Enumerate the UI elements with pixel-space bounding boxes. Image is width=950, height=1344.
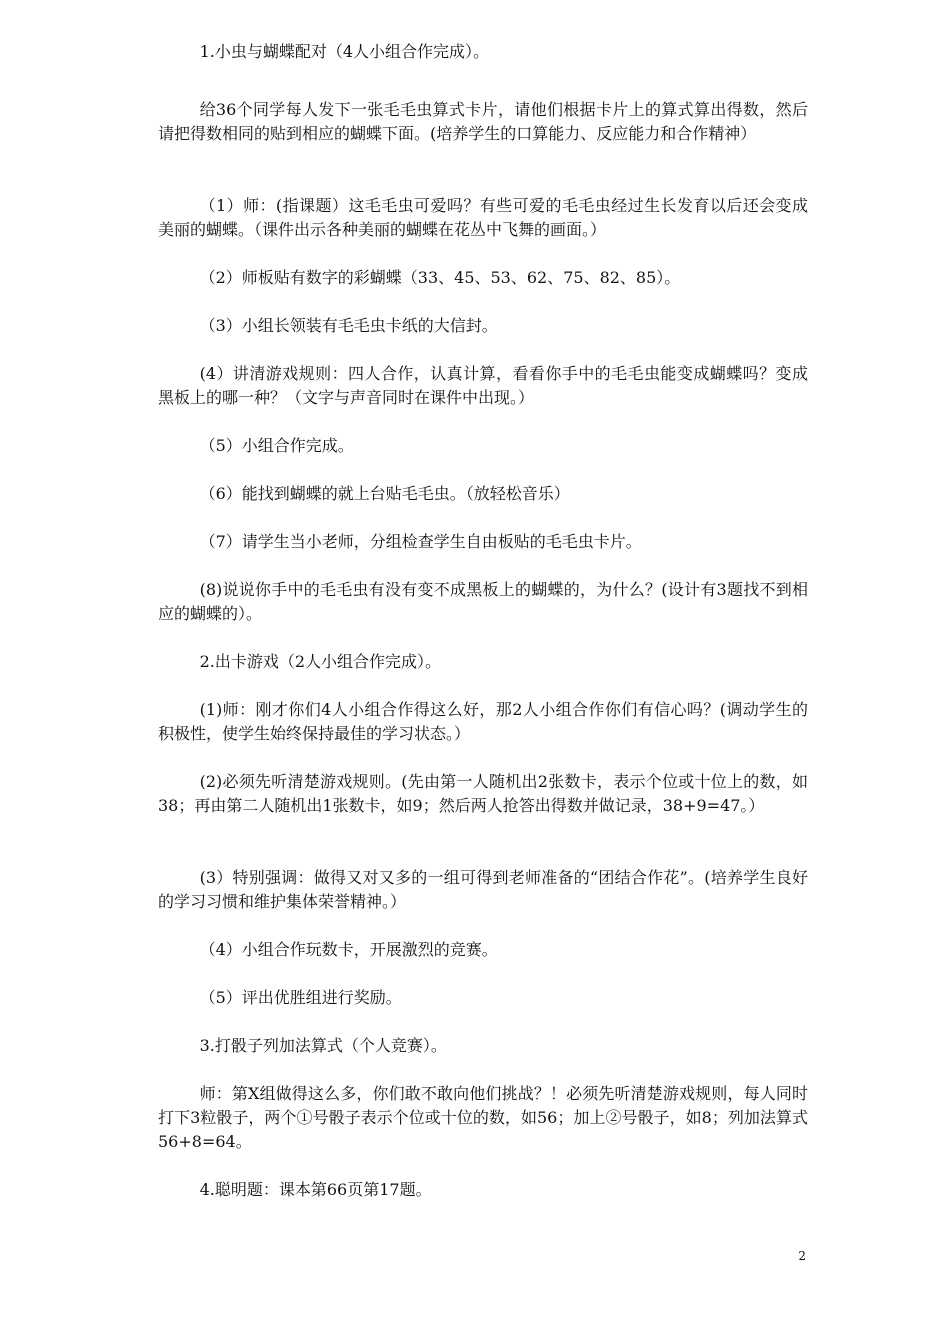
paragraph: 师：第X组做得这么多，你们敢不敢向他们挑战？！必须先听清楚游戏规则，每人同时打下3粒骰子，两个①号骰子表示个位或十位的数，如56；加上②号骰子，如8；列加法算式56+8=64。 xyxy=(158,1084,808,1151)
section-heading-2: 2.出卡游戏（2人小组合作完成）。 xyxy=(199,652,442,671)
paragraph: （2）师板贴有数字的彩蝴蝶（33、45、53、62、75、82、85）。 xyxy=(199,268,681,287)
paragraph: (1)师：刚才你们4人小组合作得这么好，那2人小组合作你们有信心吗？(调动学生的积极性，使学生始终保持最佳的学习状态。） xyxy=(158,700,808,743)
paragraph: （5）评出优胜组进行奖励。 xyxy=(199,988,402,1007)
paragraph: (4）讲清游戏规则：四人合作，认真计算，看看你手中的毛毛虫能变成蝴蝶吗？变成黑板上的哪一种？（文字与声音同时在课件中出现。） xyxy=(158,364,808,407)
paragraph: （5）小组合作完成。 xyxy=(199,436,354,455)
section-heading-1: 1.小虫与蝴蝶配对（4人小组合作完成）。 xyxy=(199,42,490,61)
paragraph: 给36个同学每人发下一张毛毛虫算式卡片，请他们根据卡片上的算式算出得数，然后请把得数相同的贴到相应的蝴蝶下面。(培养学生的口算能力、反应能力和合作精神） xyxy=(158,100,808,143)
paragraph: (2)必须先听清楚游戏规则。(先由第一人随机出2张数卡，表示个位或十位上的数，如38；再由第二人随机出1张数卡，如9；然后两人抢答出得数并做记录，38+9=47。） xyxy=(158,772,808,815)
section-heading-3: 3.打骰子列加法算式（个人竞赛）。 xyxy=(199,1036,447,1055)
paragraph: （4）小组合作玩数卡，开展激烈的竞赛。 xyxy=(199,940,498,959)
paragraph: （6）能找到蝴蝶的就上台贴毛毛虫。（放轻松音乐） xyxy=(199,484,570,503)
paragraph: (8)说说你手中的毛毛虫有没有变不成黑板上的蝴蝶的，为什么？(设计有3题找不到相应的蝴蝶的）。 xyxy=(158,580,808,623)
paragraph: （1）师：(指课题）这毛毛虫可爱吗？有些可爱的毛毛虫经过生长发育以后还会变成美丽的蝴蝶。（课件出示各种美丽的蝴蝶在花丛中飞舞的画面。） xyxy=(158,196,808,239)
section-heading-4: 4.聪明题：课本第66页第17题。 xyxy=(199,1180,432,1199)
paragraph: （7）请学生当小老师，分组检查学生自由板贴的毛毛虫卡片。 xyxy=(199,532,642,551)
page-number: 2 xyxy=(798,1249,806,1263)
paragraph: (3）特别强调：做得又对又多的一组可得到老师准备的“团结合作花”。(培养学生良好的学习习惯和维护集体荣誉精神。） xyxy=(158,868,808,911)
paragraph: （3）小组长领装有毛毛虫卡纸的大信封。 xyxy=(199,316,498,335)
